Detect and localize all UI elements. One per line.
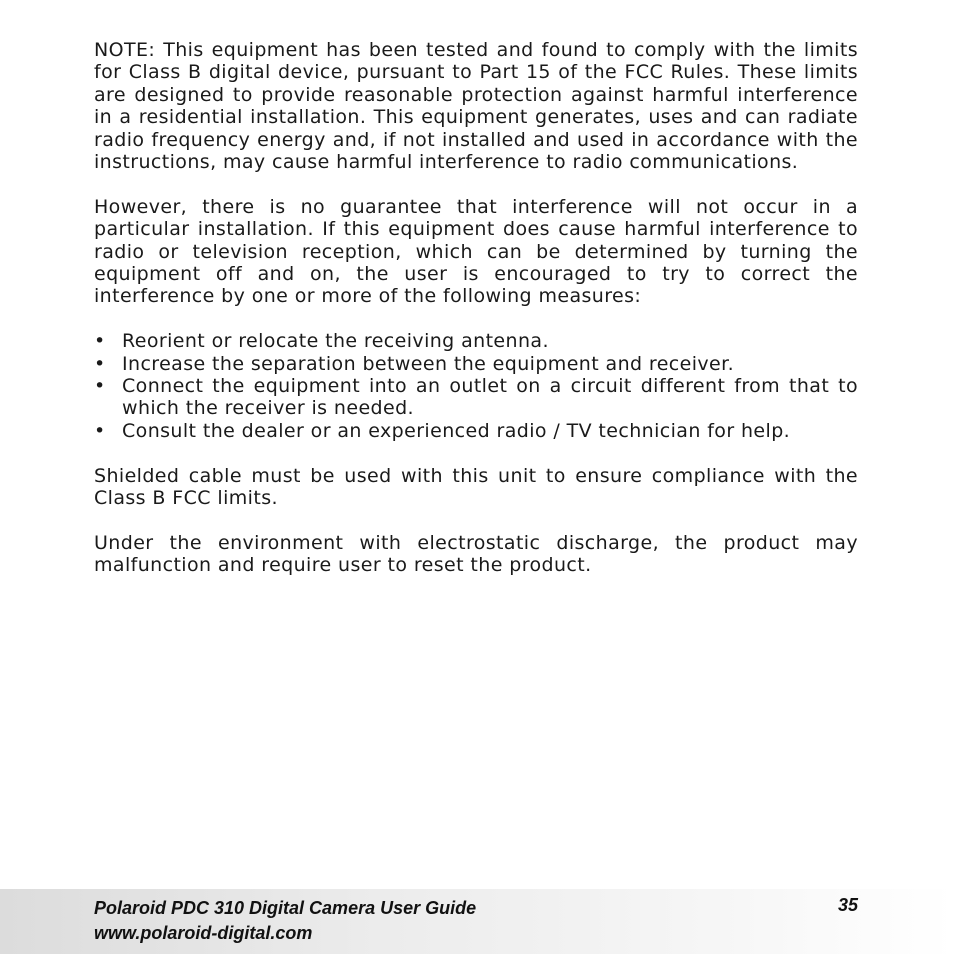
footer-title: Polaroid PDC 310 Digital Camera User Guide xyxy=(94,898,477,918)
list-item xyxy=(94,330,858,352)
measures-list xyxy=(94,330,858,442)
bullet-icon: • xyxy=(94,352,106,375)
measure-text: Reorient or relocate the receiving antenna. xyxy=(122,330,549,353)
electrostatic-paragraph: Under the environment with electrostatic discharge, the product may malfunction and require user to reset the product. xyxy=(94,531,858,577)
fcc-note-paragraph: NOTE: This equipment has been tested and found to comply with the limits for Class B digital device, pursuant to Part 15 of the FCC Rules. These limits are designed to provide reasonable protection against harmful interference in a residential installation. This equipment generates, uses and can radiate radio frequency energy and, if not installed and used in accordance with the instructions, may cause harmful interference to radio communications. xyxy=(94,39,858,174)
list-item xyxy=(94,353,858,375)
measure-text: Connect the equipment into an outlet on a circuit different from that to which the receiver is needed. xyxy=(122,375,858,420)
measure-text: Increase the separation between the equipment and receiver. xyxy=(122,352,735,375)
shielded-cable-paragraph: Shielded cable must be used with this unit to ensure compliance with the Class B FCC limits. xyxy=(94,464,858,510)
bullet-icon: • xyxy=(94,330,106,353)
measure-text: Consult the dealer or an experienced radio / TV technician for help. xyxy=(122,419,791,442)
list-item xyxy=(94,375,858,420)
page-body xyxy=(94,39,858,599)
bullet-icon: • xyxy=(94,419,106,442)
interference-paragraph: However, there is no guarantee that interference will not occur in a particular installation. If this equipment does cause harmful interference to radio or television reception, which can be determined by turning the equipment off and on, the user is encouraged to try to correct the interference by one or more of the following measures: xyxy=(94,195,858,308)
footer-url: www.polaroid-digital.com xyxy=(94,923,313,943)
bullet-icon: • xyxy=(94,375,106,398)
list-item xyxy=(94,420,858,442)
page-number: 35 xyxy=(837,895,858,915)
